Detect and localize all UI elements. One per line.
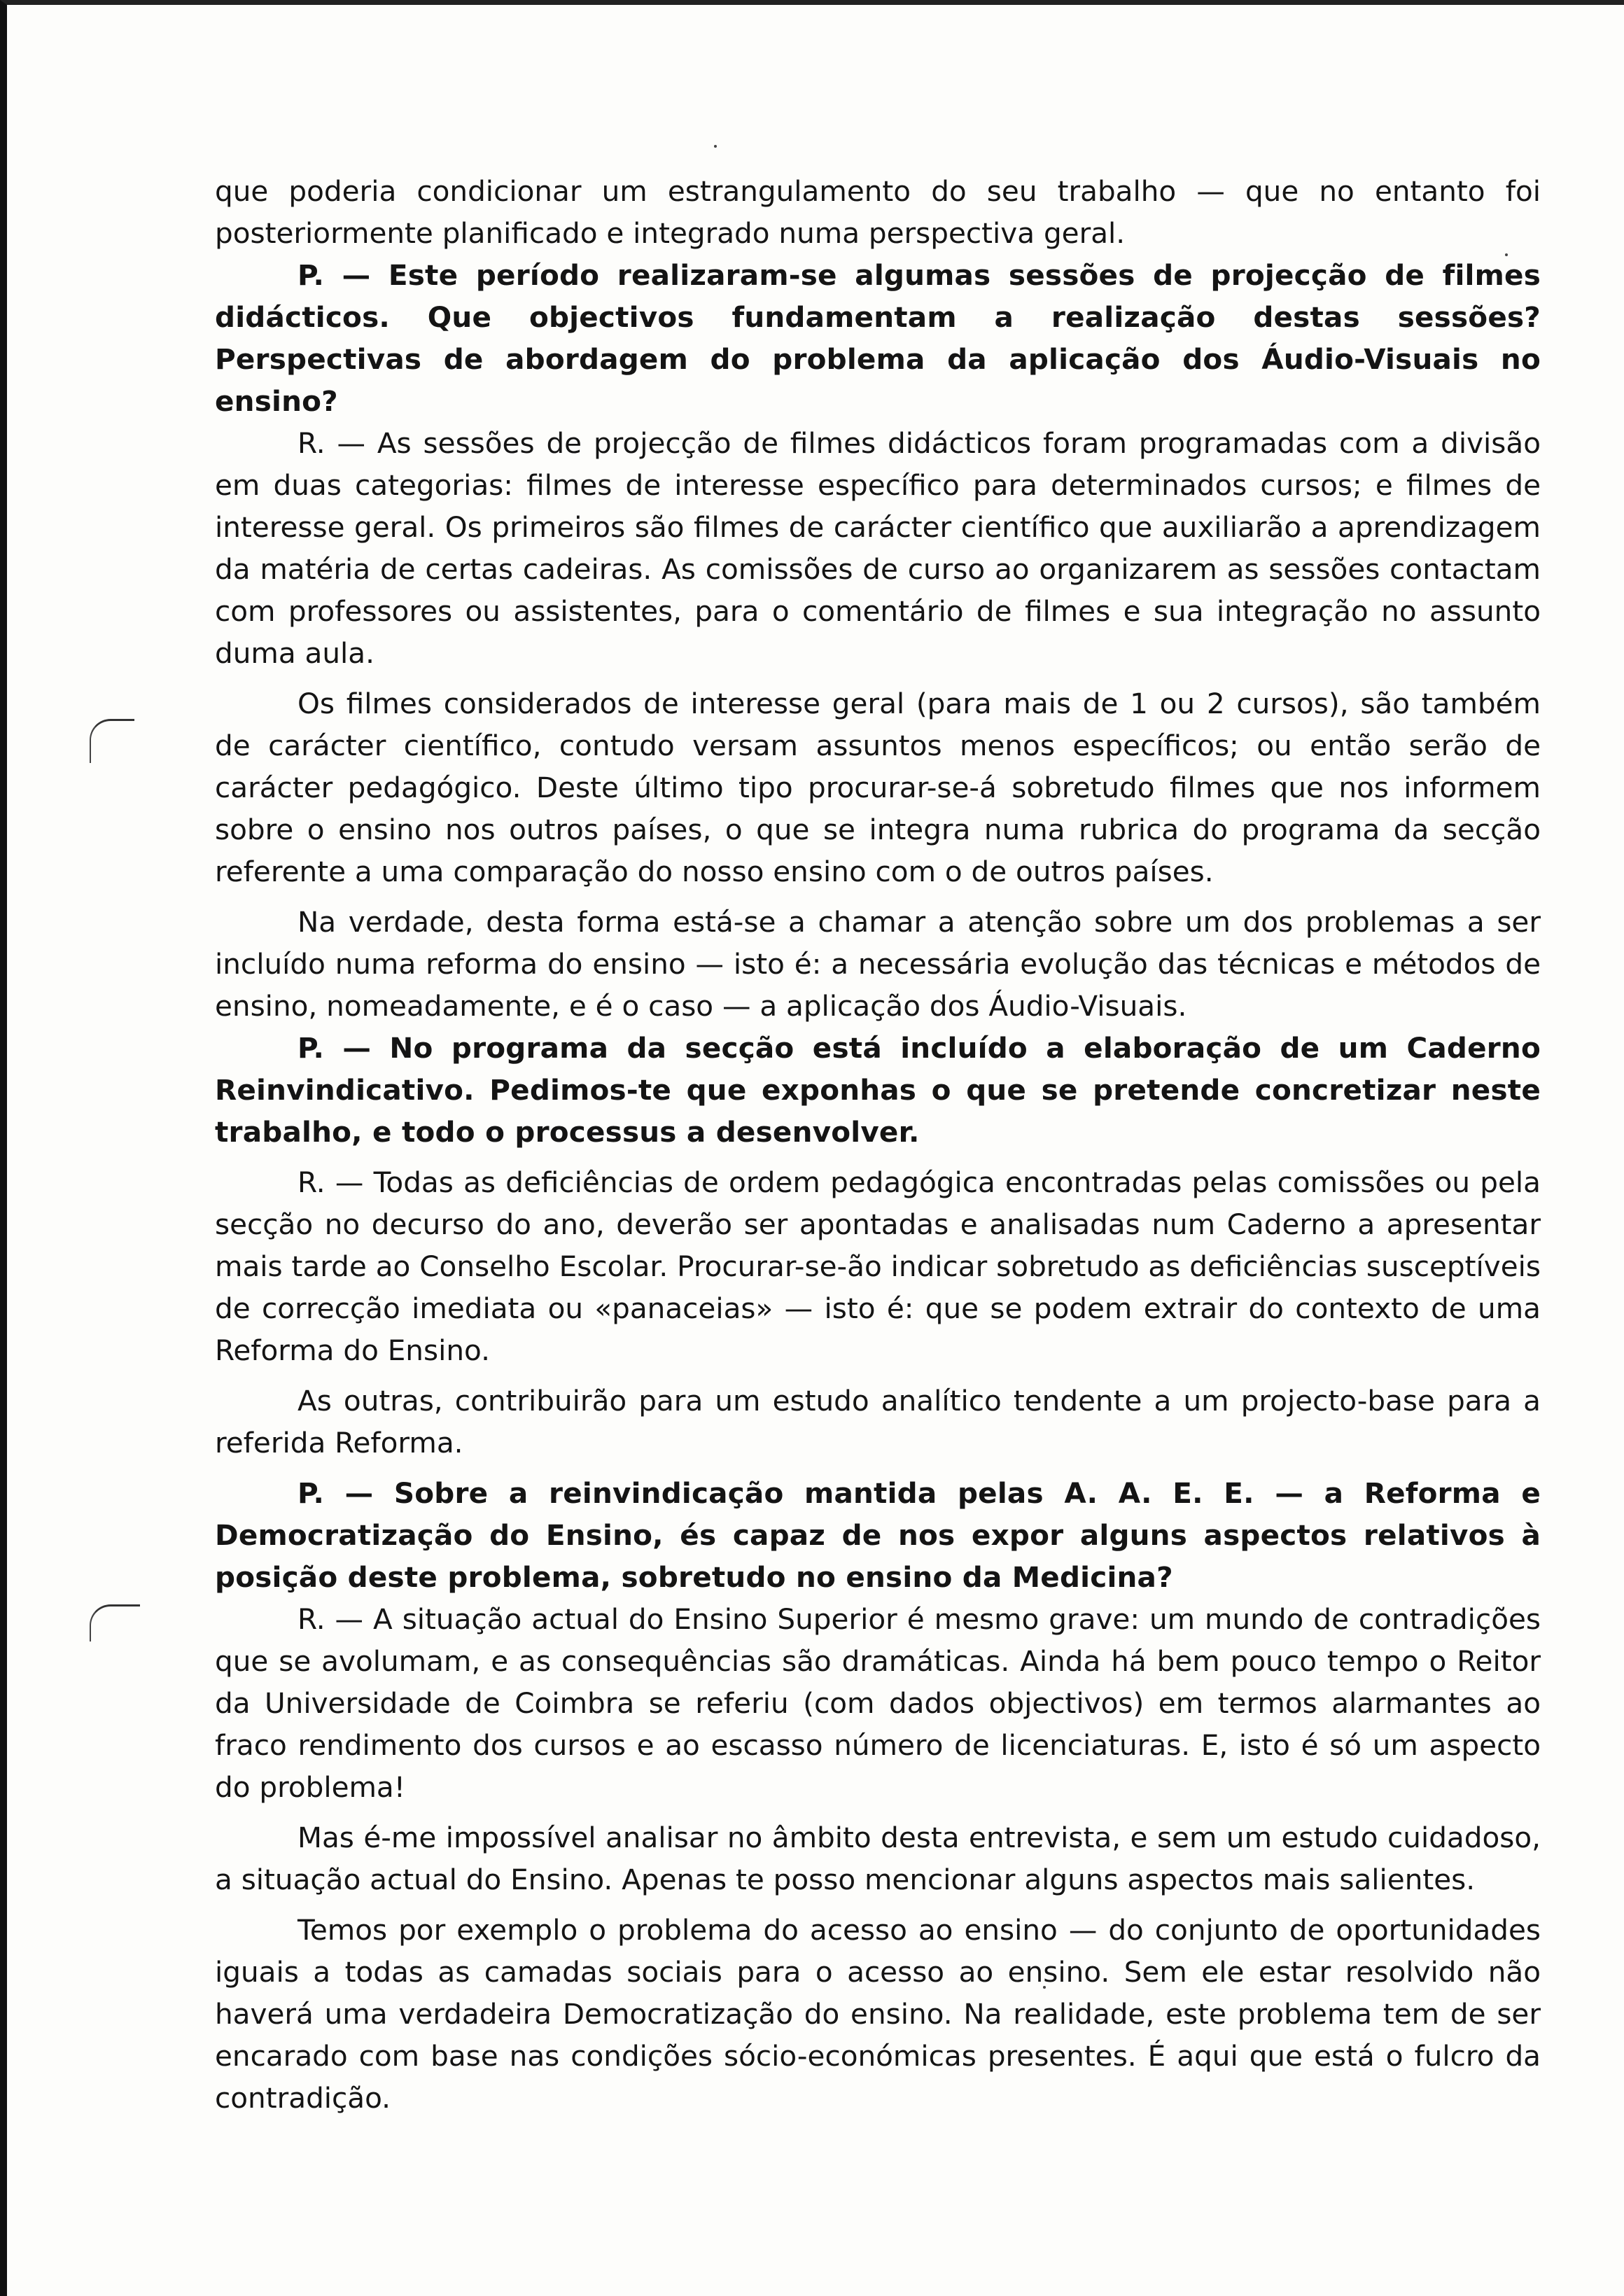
- margin-pen-mark: [90, 719, 134, 763]
- margin-pen-mark: [90, 1604, 140, 1642]
- document-body: [215, 170, 1541, 2119]
- question-paragraph: P. — Sobre a reinvindicação mantida pelas A. A. E. E. — a Reforma e Democratização do Ensino, és capaz de nos expor alguns aspectos relativos à posição deste problema, sobretudo no ensino da Medicina?: [215, 1476, 1541, 1594]
- body-paragraph: Mas é-me impossível analisar no âmbito desta entrevista, e sem um estudo cuidadoso, a situação actual do Ensino. Apenas te posso mencionar alguns aspectos mais salientes.: [215, 1821, 1541, 1896]
- answer-paragraph: R. — As sessões de projecção de filmes didácticos foram programadas com a divisão em duas categorias: filmes de interesse específico para determinados cursos; e filmes de interesse geral. Os primeiros são filmes de carácter científico que auxiliarão a aprendizagem da matéria de certas cadeiras. As comissões de curso ao organizarem as sessões contactam com professores ou assistentes, para o comentário de filmes e sua integração no assunto duma aula.: [215, 426, 1541, 670]
- answer-paragraph: R. — A situação actual do Ensino Superior é mesmo grave: um mundo de contradições que se avolumam, e as consequências são dramáticas. Ainda há bem pouco tempo o Reitor da Universidade de Coimbra se referiu (com dados objectivos) em termos alarmantes ao fraco rendimento dos cursos e ao escasso número de licenciaturas. E, isto é só um aspecto do problema!: [215, 1602, 1541, 1804]
- body-paragraph: Temos por exemplo o problema do acesso ao ensino — do conjunto de oportunidades iguais a todas as camadas sociais para o acesso ao ensino. Sem ele estar resolvido não haverá uma verdadeira Democratização do ensino. Na realidade, este problema tem de ser encarado com base nas condições sócio-económicas presentes. É aqui que está o fulcro da contradição.: [215, 1913, 1541, 2115]
- answer-paragraph: R. — Todas as deficiências de ordem pedagógica encontradas pelas comissões ou pela secção no decurso do ano, deverão ser apontadas e analisadas num Caderno a apresentar mais tarde ao Conselho Escolar. Procurar-se-ão indicar sobretudo as deficiências susceptíveis de correcção imediata ou «panaceias» — isto é: que se podem extrair do contexto de uma Reforma do Ensino.: [215, 1166, 1541, 1367]
- scan-speck: [714, 145, 717, 148]
- body-paragraph: As outras, contribuirão para um estudo analítico tendente a um projecto-base para a referida Reforma.: [215, 1384, 1541, 1460]
- question-paragraph: P. — Este período realizaram-se algumas sessões de projecção de filmes didácticos. Que objectivos fundamentam a realização destas sessões? Perspectivas de abordagem do problema da aplicação dos Áudio-Visuais no ensino?: [215, 258, 1541, 418]
- paragraph-continuation: que poderia condicionar um estrangulamento do seu trabalho — que no entanto foi posteriormente planificado e integrado numa perspectiva geral.: [215, 174, 1541, 250]
- body-paragraph: Na verdade, desta forma está-se a chamar a atenção sobre um dos problemas a ser incluído numa reforma do ensino — isto é: a necessária evolução das técnicas e métodos de ensino, nomeadamente, e é o caso — a aplicação dos Áudio-Visuais.: [215, 905, 1541, 1023]
- question-paragraph: P. — No programa da secção está incluído a elaboração de um Caderno Reinvindicativo. Pedimos-te que exponhas o que se pretende concretizar neste trabalho, e todo o processus a desenvolver.: [215, 1031, 1541, 1149]
- body-paragraph: Os filmes considerados de interesse geral (para mais de 1 ou 2 cursos), são também de carácter científico, contudo versam assuntos menos específicos; ou então serão de carácter pedagógico. Deste último tipo procurar-se-á sobretudo filmes que nos informem sobre o ensino nos outros países, o que se integra numa rubrica do programa da secção referente a uma comparação do nosso ensino com o de outros países.: [215, 687, 1541, 888]
